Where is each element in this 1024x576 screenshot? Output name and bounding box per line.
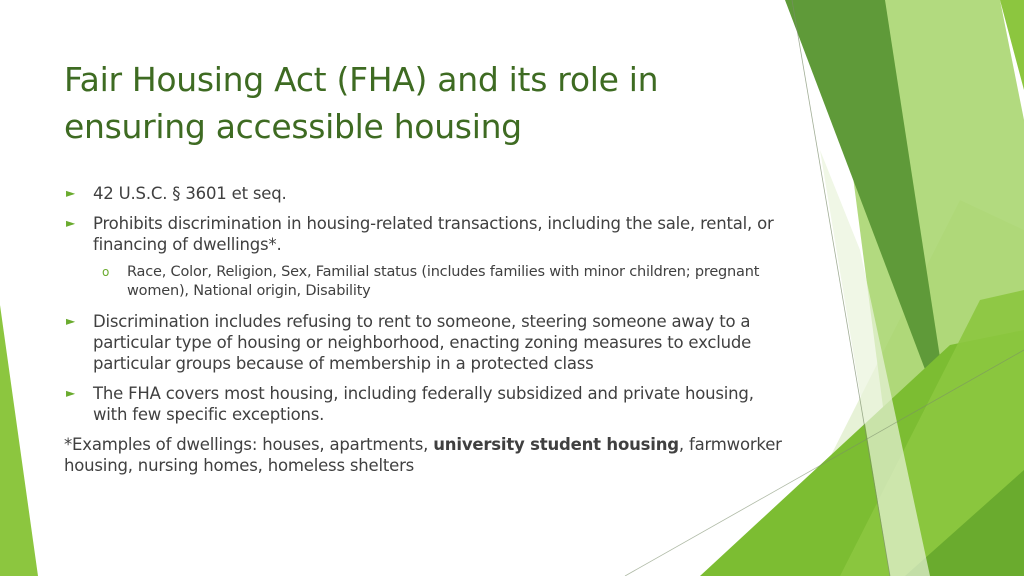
bullet-item-discrimination — [64, 311, 784, 374]
bullet-arrow-icon: ► — [66, 186, 76, 200]
left-green-sliver — [0, 305, 38, 576]
bullet-text: Prohibits discrimination in housing-related transactions, including the sale, rental, or financing of dwellings*. — [93, 214, 774, 254]
footnote-bold: university student housing — [433, 435, 679, 454]
slide-title: Fair Housing Act (FHA) and its role in ensuring accessible housing — [64, 60, 659, 146]
footnote-prefix: *Examples of dwellings: houses, apartments, — [64, 435, 434, 454]
bullet-arrow-icon: ► — [66, 314, 76, 328]
bullet-arrow-icon: ► — [66, 386, 76, 400]
bullet-text: The FHA covers most housing, including federally subsidized and private housing, with few specific exceptions. — [93, 384, 754, 424]
slide-content — [64, 183, 784, 476]
sub-bullet-text: Race, Color, Religion, Sex, Familial status (includes families with minor children; pregnant women), National origin, Disability — [127, 264, 760, 299]
bullet-text: 42 U.S.C. § 3601 et seq. — [93, 184, 287, 203]
footnote-suffix: , farmworker housing, nursing homes, homeless shelters — [64, 435, 782, 475]
sub-bullet-item-protected-classes — [64, 263, 784, 301]
dwelling-examples-footnote — [64, 434, 784, 476]
bullet-text: Discrimination includes refusing to rent to someone, steering someone away to a particular type of housing or neighborhood, enacting zoning measures to exclude particular groups because of membership in a protected class — [93, 312, 752, 373]
bullet-item-coverage — [64, 383, 784, 425]
bullet-item-prohibits — [64, 213, 784, 255]
bullet-item-statute — [64, 183, 784, 204]
sub-bullet-circle-icon: o — [102, 265, 110, 279]
bullet-arrow-icon: ► — [66, 216, 76, 230]
